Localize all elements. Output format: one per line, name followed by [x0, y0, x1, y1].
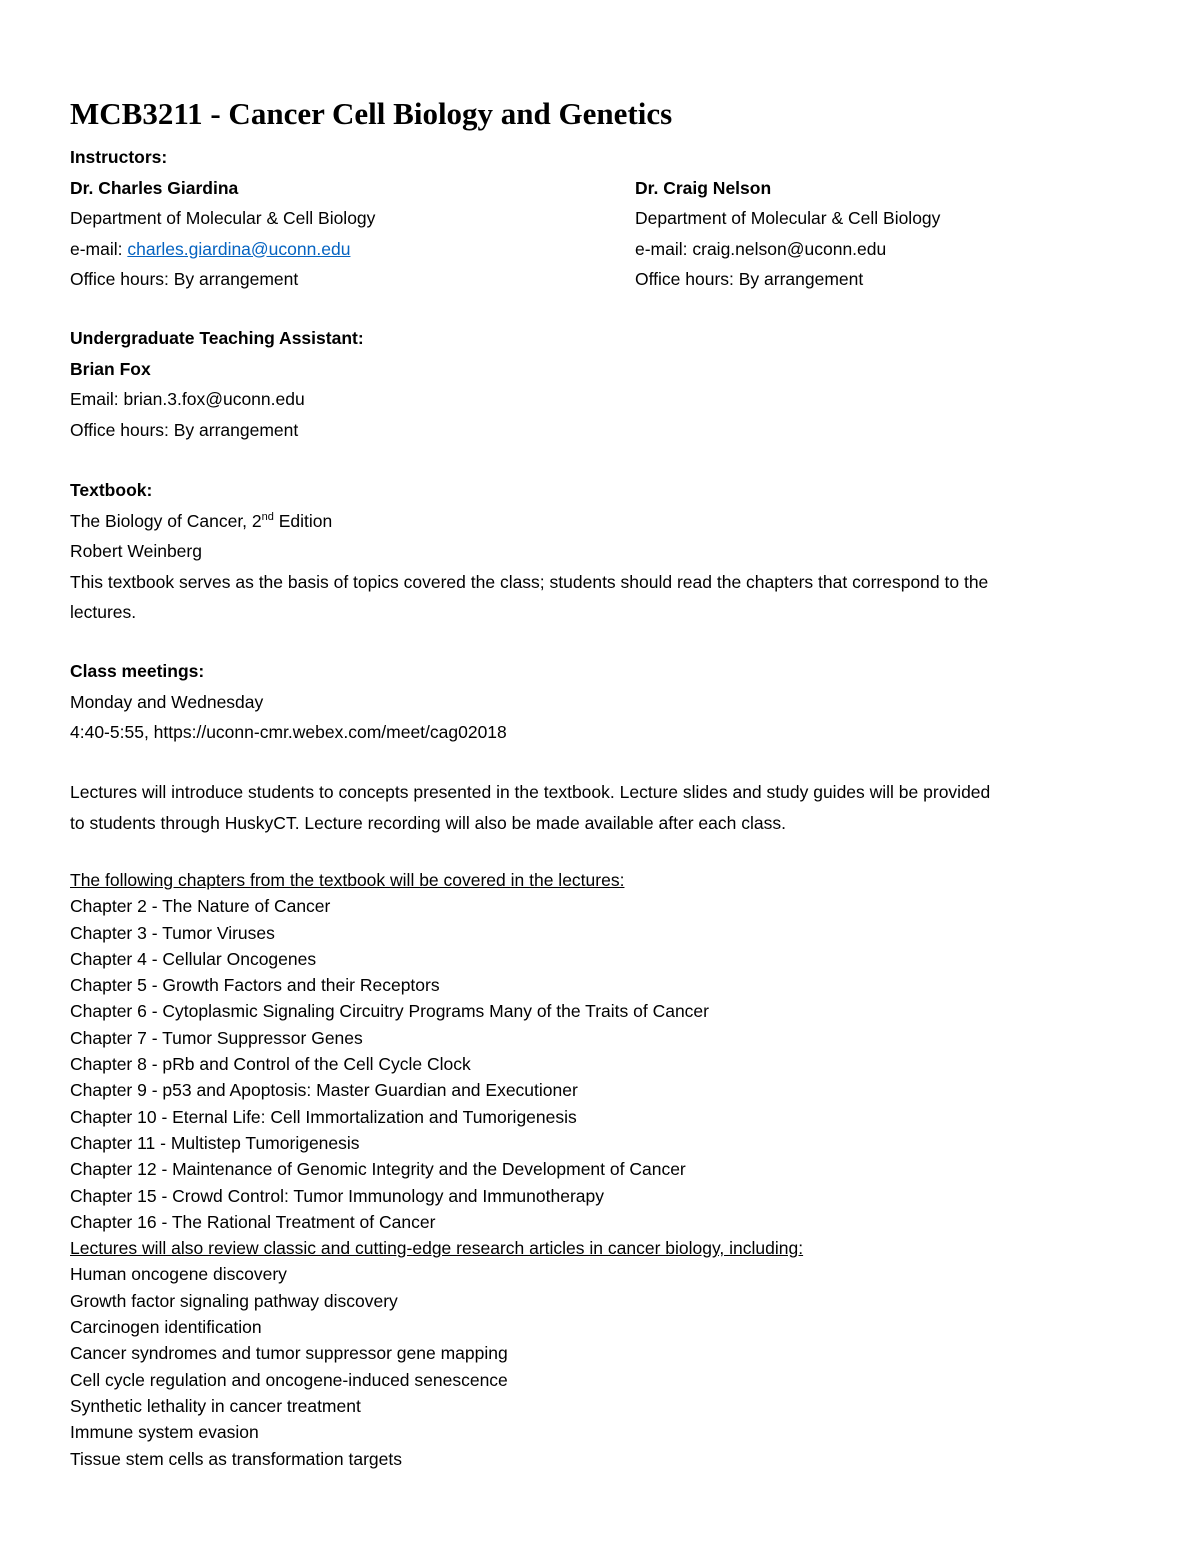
chapter-item: Chapter 2 - The Nature of Cancer	[70, 896, 331, 917]
meetings-days: Monday and Wednesday	[70, 691, 264, 712]
research-heading: Lectures will also review classic and cutting-edge research articles in cancer biology, including:	[70, 1238, 804, 1259]
chapter-list	[70, 893, 803, 1235]
meetings-heading: Class meetings:	[70, 661, 205, 681]
instructor-email-line: e-mail: craig.nelson@uconn.edu	[635, 238, 887, 259]
research-list	[70, 1261, 803, 1471]
chapter-item: Chapter 12 - Maintenance of Genomic Integrity and the Development of Cancer	[70, 1159, 686, 1180]
chapter-item: Chapter 4 - Cellular Oncogenes	[70, 948, 317, 969]
instructor-dept: Department of Molecular & Cell Biology	[635, 208, 941, 228]
chapter-item: Chapter 5 - Growth Factors and their Receptors	[70, 975, 440, 996]
chapters-heading: The following chapters from the textbook will be covered in the lectures:	[70, 870, 625, 890]
instructor-name: Dr. Craig Nelson	[635, 177, 772, 198]
meetings-time-link: 4:40-5:55, https://uconn-cmr.webex.com/meet/cag02018	[70, 722, 507, 742]
ta-name: Brian Fox	[70, 358, 151, 379]
research-item: Cell cycle regulation and oncogene-induced senescence	[70, 1369, 508, 1390]
textbook-title-sup: nd	[261, 510, 274, 523]
textbook-desc-line: This textbook serves as the basis of topics covered the class; students should read the chapters that correspond to the	[70, 571, 989, 592]
textbook-title	[70, 506, 988, 537]
chapter-item: Chapter 9 - p53 and Apoptosis: Master Guardian and Executioner	[70, 1080, 578, 1101]
instructor-hours: Office hours: By arrangement	[70, 269, 299, 289]
instructor-right	[635, 173, 940, 295]
instructor-dept: Department of Molecular & Cell Biology	[70, 208, 376, 228]
research-item: Human oncogene discovery	[70, 1264, 287, 1285]
textbook-author: Robert Weinberg	[70, 541, 202, 561]
topics-list	[70, 867, 803, 1472]
chapter-item: Chapter 10 - Eternal Life: Cell Immortalization and Tumorigenesis	[70, 1106, 577, 1127]
research-item: Synthetic lethality in cancer treatment	[70, 1395, 361, 1416]
chapter-item: Chapter 3 - Tumor Viruses	[70, 922, 275, 943]
email-label: e-mail:	[70, 238, 128, 259]
chapter-item: Chapter 11 - Multistep Tumorigenesis	[70, 1132, 360, 1153]
chapter-item: Chapter 6 - Cytoplasmic Signaling Circuitry Programs Many of the Traits of Cancer	[70, 1001, 709, 1022]
research-item: Growth factor signaling pathway discovery	[70, 1290, 398, 1311]
chapter-item: Chapter 15 - Crowd Control: Tumor Immunology and Immunotherapy	[70, 1185, 604, 1206]
textbook-desc-line: lectures.	[70, 602, 137, 622]
instructor-name: Dr. Charles Giardina	[70, 177, 239, 198]
email-link[interactable]: charles.giardina@uconn.edu	[127, 238, 351, 259]
research-item: Tissue stem cells as transformation targets	[70, 1448, 402, 1469]
research-item: Immune system evasion	[70, 1422, 259, 1443]
lectures-line: to students through HuskyCT. Lecture recording will also be made available after each class.	[70, 812, 786, 833]
ta-email: Email: brian.3.fox@uconn.edu	[70, 389, 305, 409]
chapter-item: Chapter 7 - Tumor Suppressor Genes	[70, 1027, 363, 1048]
ta-heading: Undergraduate Teaching Assistant:	[70, 328, 364, 348]
instructors-heading: Instructors:	[70, 147, 168, 167]
instructor-email-line	[70, 234, 375, 265]
ta-section	[70, 323, 364, 445]
chapter-item: Chapter 8 - pRb and Control of the Cell Cycle Clock	[70, 1054, 471, 1075]
instructor-left	[70, 142, 375, 295]
chapter-item: Chapter 16 - The Rational Treatment of Cancer	[70, 1211, 436, 1232]
research-item: Cancer syndromes and tumor suppressor gene mapping	[70, 1343, 508, 1364]
textbook-section	[70, 475, 988, 628]
lectures-paragraph	[70, 777, 990, 838]
lectures-line: Lectures will introduce students to concepts presented in the textbook. Lecture slides and study guides will be provided	[70, 782, 991, 802]
page-title: MCB3211 - Cancer Cell Biology and Genetics	[70, 96, 673, 131]
textbook-title-suffix: Edition	[273, 510, 333, 531]
textbook-heading: Textbook:	[70, 480, 153, 500]
research-item: Carcinogen identification	[70, 1317, 262, 1338]
instructor-hours: Office hours: By arrangement	[635, 269, 864, 289]
textbook-title-text: The Biology of Cancer, 2	[70, 510, 262, 531]
ta-hours: Office hours: By arrangement	[70, 419, 299, 440]
meetings-section	[70, 656, 507, 748]
